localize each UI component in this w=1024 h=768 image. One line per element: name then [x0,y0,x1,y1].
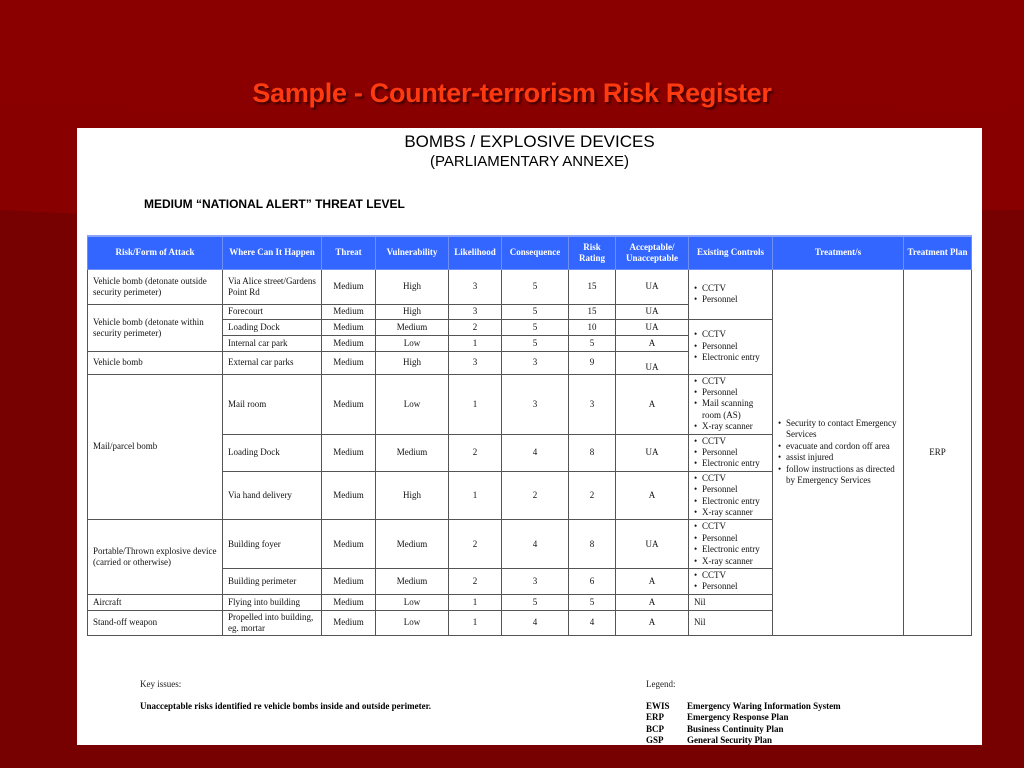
acceptable-cell: UA [616,520,689,569]
legend-abbr: ERP [646,712,664,723]
legend-text: Emergency Waring Information System [687,701,841,711]
treatments-list [778,418,898,486]
vulnerability-cell: Medium [376,520,449,569]
header-acceptable: Acceptable/ Unacceptable [616,236,689,269]
controls-cell: Nil [689,610,773,635]
where-cell: Loading Dock [223,319,322,335]
rating-cell: 9 [569,351,616,374]
threat-level: MEDIUM “NATIONAL ALERT” THREAT LEVEL [144,197,405,211]
control-item: • X-ray scanner [694,556,767,567]
acceptable-cell: A [616,610,689,635]
control-item: • Electronic entry [694,496,767,507]
control-item: • CCTV [694,329,767,340]
legend-item [646,712,841,723]
likelihood-cell: 1 [449,335,502,351]
where-cell: Propelled into building, eg. mortar [223,610,322,635]
header-plan: Treatment Plan [904,236,972,269]
threat-cell: Medium [322,304,376,319]
where-cell: Flying into building [223,594,322,610]
legend-item [646,701,841,712]
rating-cell: 6 [569,569,616,595]
threat-cell: Medium [322,569,376,595]
threat-cell: Medium [322,374,376,434]
consequence-cell: 2 [502,471,569,520]
control-item: • CCTV [694,521,767,532]
controls-list [694,283,767,306]
likelihood-cell: 2 [449,569,502,595]
consequence-cell: 5 [502,594,569,610]
table-header-row [88,236,972,269]
where-cell: Loading Dock [223,434,322,471]
legend-text: Emergency Response Plan [687,712,789,723]
acceptable-cell: A [616,335,689,351]
control-item: • Personnel [694,387,767,398]
control-item: • Personnel [694,533,767,544]
control-item: • CCTV [694,570,767,581]
rating-cell: 8 [569,520,616,569]
threat-cell: Medium [322,434,376,471]
threat-cell: Medium [322,269,376,304]
legend-abbr: GSP [646,734,664,745]
control-item: • Mail scanning room (AS) [694,398,767,421]
legend-item [646,724,841,735]
threat-cell: Medium [322,594,376,610]
likelihood-cell: 1 [449,594,502,610]
acceptable-cell: UA [616,434,689,471]
control-item: • Electronic entry [694,544,767,555]
risk-register-table [87,235,972,636]
header-threat: Threat [322,236,376,269]
where-cell: Forecourt [223,304,322,319]
vulnerability-cell: Low [376,335,449,351]
risk-cell: Aircraft [88,594,223,610]
acceptable-cell: UA [616,269,689,304]
vulnerability-cell: Medium [376,434,449,471]
threat-cell: Medium [322,351,376,374]
treatments-cell [773,269,904,635]
header-risk: Risk/Form of Attack [88,236,223,269]
document-title: BOMBS / EXPLOSIVE DEVICES [404,132,655,151]
consequence-cell: 3 [502,569,569,595]
control-item: • CCTV [694,376,767,387]
rating-cell: 3 [569,374,616,434]
vulnerability-cell: Low [376,594,449,610]
vulnerability-cell: Low [376,374,449,434]
controls-cell [689,569,773,595]
header-where: Where Can It Happen [223,236,322,269]
control-item: • Personnel [694,581,767,592]
legend-label: Legend: [646,679,676,689]
legend-text: Business Continuity Plan [687,723,784,734]
vulnerability-cell: High [376,471,449,520]
controls-cell [689,471,773,520]
key-issues-label: Key issues: [140,679,182,689]
vulnerability-cell: Medium [376,569,449,595]
where-cell: External car parks [223,351,322,374]
controls-list [694,376,767,433]
controls-list [694,570,767,593]
header-consequence: Consequence [502,236,569,269]
control-item: • Personnel [694,294,767,305]
consequence-cell: 5 [502,304,569,319]
acceptable-cell: UA [616,319,689,335]
consequence-cell: 5 [502,319,569,335]
threat-cell: Medium [322,319,376,335]
threat-cell: Medium [322,335,376,351]
control-item: • X-ray scanner [694,507,767,518]
risk-cell: Vehicle bomb (detonate outside security perimeter) [88,269,223,304]
controls-cell [689,434,773,471]
control-item: • Personnel [694,447,767,458]
consequence-cell: 5 [502,335,569,351]
acceptable-cell: A [616,471,689,520]
likelihood-cell: 2 [449,520,502,569]
likelihood-cell: 2 [449,319,502,335]
likelihood-cell: 1 [449,610,502,635]
treatment-item: • Security to contact Emergency Services [778,418,898,441]
where-cell: Mail room [223,374,322,434]
control-item: • X-ray scanner [694,421,767,432]
key-issues-text: Unacceptable risks identified re vehicle bombs inside and outside perimeter. [140,701,431,711]
risk-register-document [77,128,982,745]
controls-list [694,436,767,470]
consequence-cell: 4 [502,610,569,635]
control-item: • Personnel [694,484,767,495]
where-cell: Building perimeter [223,569,322,595]
rating-cell: 8 [569,434,616,471]
where-cell: Internal car park [223,335,322,351]
risk-cell: Vehicle bomb (detonate within security perimeter) [88,304,223,351]
header-treatments: Treatment/s [773,236,904,269]
risk-cell: Mail/parcel bomb [88,374,223,520]
document-subtitle: (PARLIAMENTARY ANNEXE) [430,153,629,170]
consequence-cell: 4 [502,434,569,471]
treatment-item: • follow instructions as directed by Emergency Services [778,464,898,487]
header-risk-rating: Risk Rating [569,236,616,269]
control-item: • CCTV [694,436,767,447]
control-item: • Electronic entry [694,458,767,469]
controls-cell [689,374,773,434]
controls-cell [689,319,773,374]
vulnerability-cell: High [376,351,449,374]
threat-cell: Medium [322,610,376,635]
where-cell: Via hand delivery [223,471,322,520]
likelihood-cell: 3 [449,304,502,319]
legend-abbr: BCP [646,723,664,734]
consequence-cell: 5 [502,269,569,304]
consequence-cell: 4 [502,520,569,569]
treatment-item: • evacuate and cordon off area [778,441,898,452]
legend-item [646,735,841,746]
legend-list [646,701,841,746]
header-likelihood: Likelihood [449,236,502,269]
rating-cell: 4 [569,610,616,635]
acceptable-cell: UA [616,351,689,374]
likelihood-cell: 3 [449,351,502,374]
consequence-cell: 3 [502,351,569,374]
control-item: • Personnel [694,341,767,352]
controls-list [694,521,767,567]
acceptable-cell: UA [616,304,689,319]
control-item: • CCTV [694,283,767,294]
rating-cell: 15 [569,269,616,304]
rating-cell: 2 [569,471,616,520]
header-vulnerability: Vulnerability [376,236,449,269]
legend-abbr: EWIS [646,701,670,711]
legend-text: General Security Plan [687,734,772,745]
controls-list [694,473,767,519]
acceptable-cell: A [616,569,689,595]
header-controls: Existing Controls [689,236,773,269]
control-item: • CCTV [694,473,767,484]
likelihood-cell: 1 [449,471,502,520]
control-item: • Electronic entry [694,352,767,363]
where-cell: Via Alice street/Gardens Point Rd [223,269,322,304]
controls-cell: Nil [689,594,773,610]
acceptable-cell: A [616,374,689,434]
vulnerability-cell: Medium [376,319,449,335]
table-row [88,269,972,304]
threat-cell: Medium [322,471,376,520]
rating-cell: 10 [569,319,616,335]
acceptable-cell: A [616,594,689,610]
where-cell: Building foyer [223,520,322,569]
controls-list [694,329,767,363]
risk-cell: Stand-off weapon [88,610,223,635]
vulnerability-cell: Low [376,610,449,635]
controls-cell [689,520,773,569]
slide-title: Sample - Counter-terrorism Risk Register [252,78,772,108]
threat-cell: Medium [322,520,376,569]
controls-cell [689,269,773,319]
rating-cell: 5 [569,335,616,351]
risk-cell: Vehicle bomb [88,351,223,374]
plan-cell: ERP [904,269,972,635]
rating-cell: 15 [569,304,616,319]
consequence-cell: 3 [502,374,569,434]
likelihood-cell: 2 [449,434,502,471]
risk-cell: Portable/Thrown explosive device (carried or otherwise) [88,520,223,594]
likelihood-cell: 1 [449,374,502,434]
treatment-item: • assist injured [778,452,898,463]
rating-cell: 5 [569,594,616,610]
likelihood-cell: 3 [449,269,502,304]
vulnerability-cell: High [376,304,449,319]
vulnerability-cell: High [376,269,449,304]
